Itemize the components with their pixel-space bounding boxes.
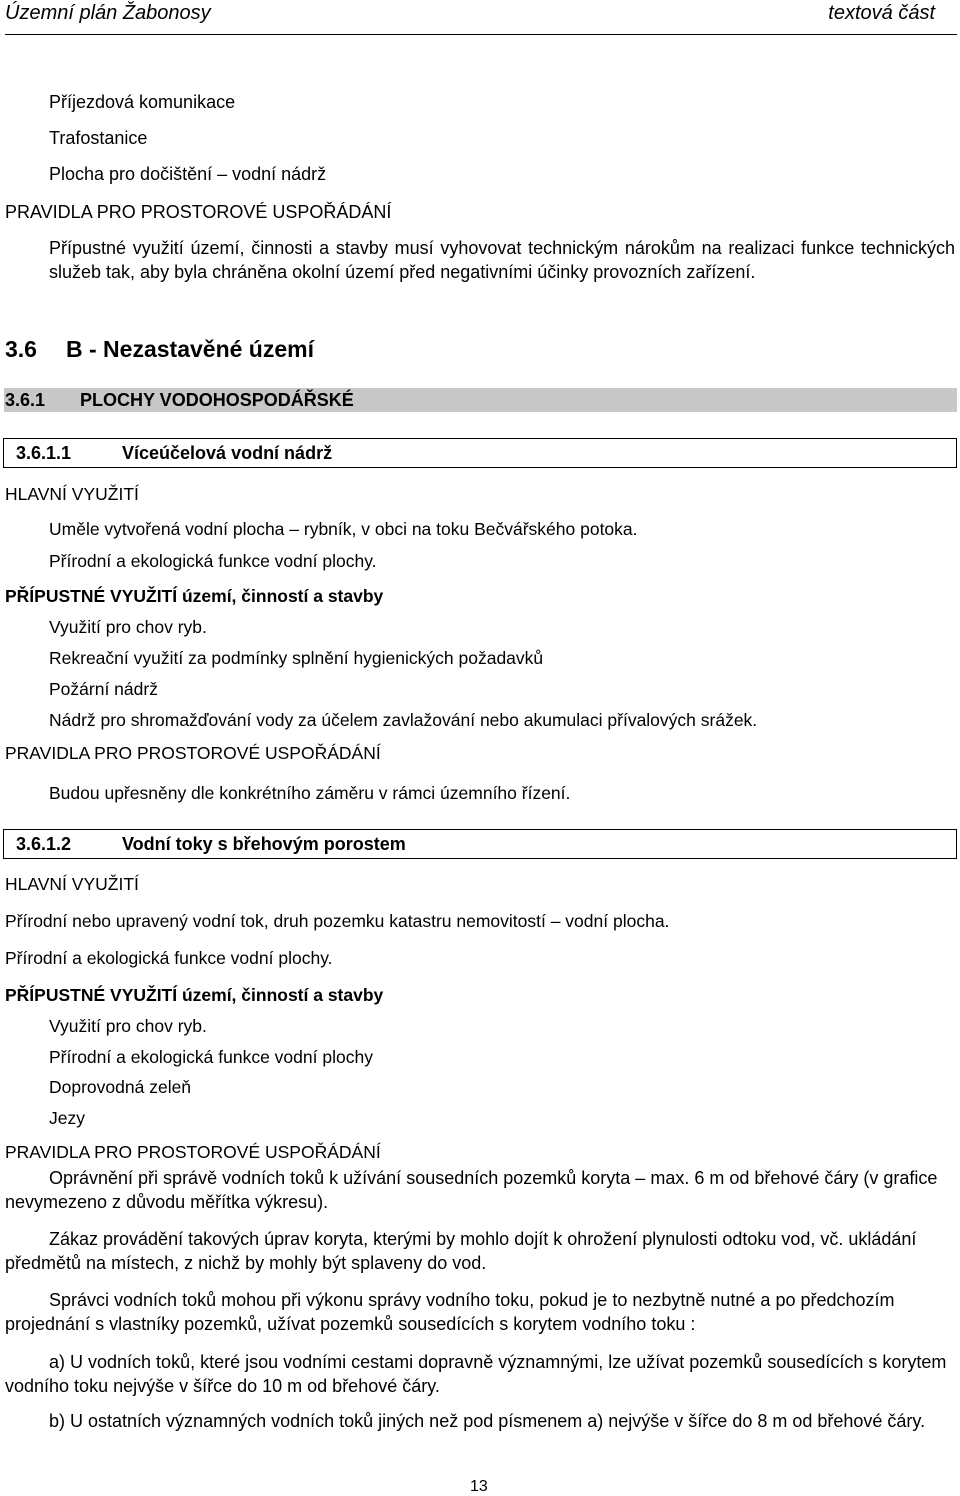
paragraph: b) U ostatních významných vodních toků jiných než pod písmenem a) nejvýše v šířce do 8 m od břehové čáry.: [49, 1411, 926, 1431]
list-item: Přírodní a ekologická funkce vodní plochy.: [5, 948, 333, 968]
list-item: Jezy: [49, 1108, 85, 1128]
subsection-box: [3, 438, 957, 468]
list-item: Příjezdová komunikace: [49, 92, 236, 112]
paragraph: Správci vodních toků mohou při výkonu správy vodního toku, pokud je to nezbytně nutné a po předchozím projednání s vlastníky pozemků, užívat pozemků sousedících s korytem vodního toku :: [5, 1290, 895, 1334]
section-number: 3.6.1: [5, 390, 46, 410]
header-divider: [5, 34, 957, 35]
list-item: Přírodní a ekologická funkce vodní plochy.: [49, 551, 377, 571]
list-item: Využití pro chov ryb.: [49, 1016, 207, 1036]
list-item: Plocha pro dočištění – vodní nádrž: [49, 164, 327, 184]
rules-heading: PRAVIDLA PRO PROSTOROVÉ USPOŘÁDÁNÍ: [5, 743, 381, 763]
page-number: 13: [470, 1478, 488, 1495]
section-heading: PRAVIDLA PRO PROSTOROVÉ USPOŘÁDÁNÍ: [5, 202, 392, 222]
list-item: Nádrž pro shromažďování vody za účelem zavlažování nebo akumulaci přívalových srážek.: [49, 710, 758, 730]
permitted-heading: PŘÍPUSTNÉ VYUŽITÍ území, činností a stavby: [5, 985, 384, 1005]
list-item: Rekreační využití za podmínky splnění hygienických požadavků: [49, 648, 544, 668]
chapter-number: 3.6: [5, 336, 37, 362]
list-item: Požární nádrž: [49, 679, 158, 699]
list-item: Využití pro chov ryb.: [49, 617, 207, 637]
paragraph: Zákaz provádění takových úprav koryta, kterými by mohlo dojít k ohrožení plynulosti odtoku vod, vč. ukládání předmětů na místech, z nichž by mohly být splaveny do vod.: [5, 1229, 917, 1273]
paragraph: Budou upřesněny dle konkrétního záměru v rámci územního řízení.: [49, 783, 571, 803]
paragraph: a) U vodních toků, které jsou vodními cestami dopravně významnými, lze užívat pozemků sousedících s korytem vodního toku nejvýše v šířce do 10 m od břehové čáry.: [5, 1352, 947, 1396]
main-use-heading: HLAVNÍ VYUŽITÍ: [5, 874, 139, 894]
main-use-heading: HLAVNÍ VYUŽITÍ: [5, 484, 139, 504]
rules-heading: PRAVIDLA PRO PROSTOROVÉ USPOŘÁDÁNÍ: [5, 1142, 381, 1162]
list-item: Uměle vytvořená vodní plocha – rybník, v obci na toku Bečvářského potoka.: [49, 519, 638, 539]
subsection-number: 3.6.1.2: [16, 834, 72, 854]
section-title: PLOCHY VODOHOSPODÁŘSKÉ: [80, 390, 354, 410]
list-item: Trafostanice: [49, 128, 148, 148]
list-item: Doprovodná zeleň: [49, 1077, 192, 1097]
paragraph: Oprávnění při správě vodních toků k užívání sousedních pozemků koryta – max. 6 m od břehové čáry (v grafice nevymezeno z důvodu měřítka výkresu).: [5, 1168, 938, 1212]
chapter-title: B - Nezastavěné území: [66, 336, 314, 362]
list-item: Přírodní nebo upravený vodní tok, druh pozemku katastru nemovitostí – vodní plocha.: [5, 911, 670, 931]
subsection-title: Vodní toky s břehovým porostem: [122, 834, 406, 854]
subsection-box: [3, 829, 957, 859]
subsection-title: Víceúčelová vodní nádrž: [122, 443, 333, 463]
document-part: textová část: [828, 2, 935, 24]
paragraph: Přípustné využití území, činnosti a stavby musí vyhovovat technickým nárokům na realizaci funkce technických služeb tak, aby byla chráněna okolní území před negativními účinky provozních zařízení.: [49, 238, 955, 282]
subsection-number: 3.6.1.1: [16, 443, 72, 463]
document-title: Územní plán Žabonosy: [5, 2, 211, 24]
list-item: Přírodní a ekologická funkce vodní plochy: [49, 1047, 373, 1067]
permitted-heading: PŘÍPUSTNÉ VYUŽITÍ území, činností a stavby: [5, 586, 384, 606]
